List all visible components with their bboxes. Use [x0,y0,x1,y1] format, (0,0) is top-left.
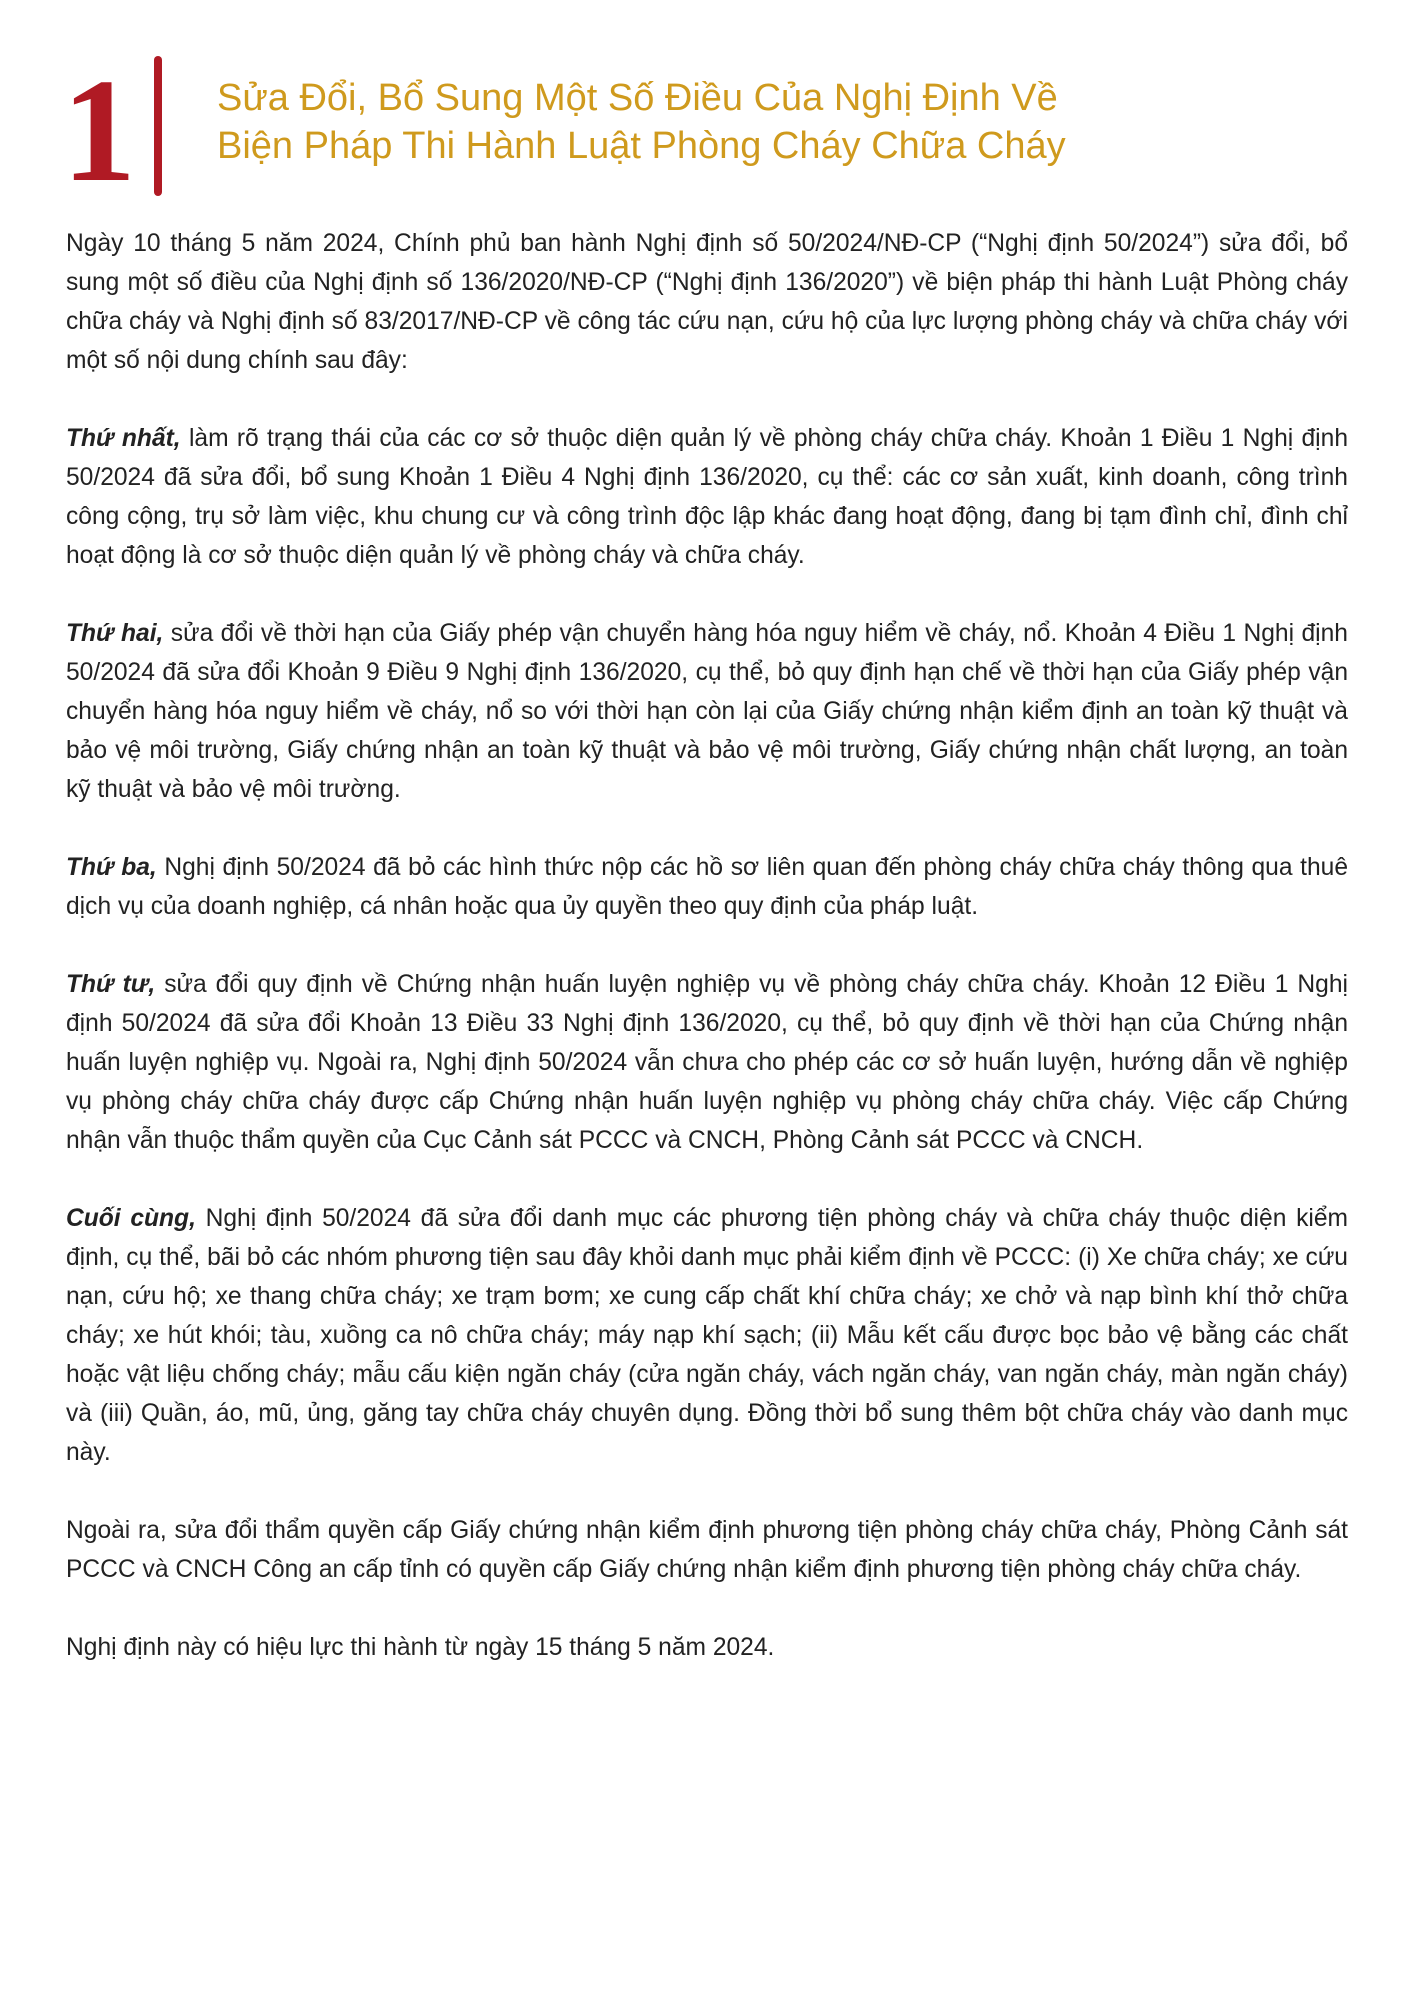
page-title [217,74,1337,170]
paragraph-effective: Nghị định này có hiệu lực thi hành từ ngày 15 tháng 5 năm 2024. [66,1634,775,1661]
paragraph-first [66,419,1348,575]
paragraph-fourth [66,965,1348,1160]
paragraph-second-text: sửa đổi về thời hạn của Giấy phép vận chuyển hàng hóa nguy hiểm về cháy, nổ. Khoản 4 Điều 1 Nghị định 50/2024 đã sửa đổi Khoản 9 Điều 9 Nghị định 136/2020, cụ thể, bỏ quy định hạn chế về thời hạn của Giấy phép vận chuyển hàng hóa nguy hiểm về cháy, nổ so với thời hạn còn lại của Giấy chứng nhận kiểm định an toàn kỹ thuật và bảo vệ môi trường, Giấy chứng nhận an toàn kỹ thuật và bảo vệ môi trường, Giấy chứng nhận chất lượng, an toàn kỹ thuật và bảo vệ môi trường. [66,620,1348,803]
paragraph-intro: Ngày 10 tháng 5 năm 2024, Chính phủ ban hành Nghị định số 50/2024/NĐ-CP (“Nghị định 50/2024”) sửa đổi, bổ sung một số điều của Nghị định số 136/2020/NĐ-CP (“Nghị định 136/2020”) về biện pháp thi hành Luật Phòng cháy chữa cháy và Nghị định số 83/2017/NĐ-CP về công tác cứu nạn, cứu hộ của lực lượng phòng cháy và chữa cháy với một số nội dung chính sau đây: [66,230,1348,374]
paragraph-second [66,614,1348,809]
paragraph-last [66,1199,1348,1472]
paragraph-second-lead: Thứ hai, [66,620,164,647]
paragraph-first-text: làm rõ trạng thái của các cơ sở thuộc diện quản lý về phòng cháy chữa cháy. Khoản 1 Điều 1 Nghị định 50/2024 đã sửa đổi, bổ sung Khoản 1 Điều 4 Nghị định 136/2020, cụ thể: các cơ sản xuất, kinh doanh, công trình công cộng, trụ sở làm việc, khu chung cư và công trình độc lập khác đang hoạt động, đang bị tạm đình chỉ, đình chỉ hoạt động là cơ sở thuộc diện quản lý về phòng cháy và chữa cháy. [66,425,1348,569]
paragraph-third-lead: Thứ ba, [66,854,157,881]
paragraph-fourth-text: sửa đổi quy định về Chứng nhận huấn luyện nghiệp vụ về phòng cháy chữa cháy. Khoản 12 Điều 1 Nghị định 50/2024 đã sửa đổi Khoản 13 Điều 33 Nghị định 136/2020, cụ thể, bỏ quy định về thời hạn của Chứng nhận huấn luyện nghiệp vụ. Ngoài ra, Nghị định 50/2024 vẫn chưa cho phép các cơ sở huấn luyện, hướng dẫn về nghiệp vụ phòng cháy chữa cháy được cấp Chứng nhận huấn luyện nghiệp vụ phòng cháy chữa cháy. Việc cấp Chứng nhận vẫn thuộc thẩm quyền của Cục Cảnh sát PCCC và CNCH, Phòng Cảnh sát PCCC và CNCH. [66,971,1348,1154]
paragraph-additional: Ngoài ra, sửa đổi thẩm quyền cấp Giấy chứng nhận kiểm định phương tiện phòng cháy chữa cháy, Phòng Cảnh sát PCCC và CNCH Công an cấp tỉnh có quyền cấp Giấy chứng nhận kiểm định phương tiện phòng cháy chữa cháy. [66,1517,1348,1583]
paragraph-first-lead: Thứ nhất, [66,425,181,452]
paragraph-third-text: Nghị định 50/2024 đã bỏ các hình thức nộp các hồ sơ liên quan đến phòng cháy chữa cháy thông qua thuê dịch vụ của doanh nghiệp, cá nhân hoặc qua ủy quyền theo quy định của pháp luật. [66,854,1348,920]
title-line-2: Biện Pháp Thi Hành Luật Phòng Cháy Chữa Cháy [217,125,1066,167]
section-number: 1 [62,49,136,213]
section-header [62,49,1352,213]
paragraph-last-lead: Cuối cùng, [66,1205,196,1232]
header-divider [154,56,162,196]
paragraph-last-text: Nghị định 50/2024 đã sửa đổi danh mục các phương tiện phòng cháy và chữa cháy thuộc diện kiểm định, cụ thể, bãi bỏ các nhóm phương tiện sau đây khỏi danh mục phải kiểm định về PCCC: (i) Xe chữa cháy; xe cứu nạn, cứu hộ; xe thang chữa cháy; xe trạm bơm; xe cung cấp chất khí chữa cháy; xe chở và nạp bình khí thở chữa cháy; xe hút khói; tàu, xuồng ca nô chữa cháy; máy nạp khí sạch; (ii) Mẫu kết cấu được bọc bảo vệ bằng các chất hoặc vật liệu chống cháy; mẫu cấu kiện ngăn cháy (cửa ngăn cháy, vách ngăn cháy, van ngăn cháy, màn ngăn cháy) và (iii) Quần, áo, mũ, ủng, găng tay chữa cháy chuyên dụng. Đồng thời bổ sung thêm bột chữa cháy vào danh mục này. [66,1205,1348,1466]
paragraph-fourth-lead: Thứ tư, [66,971,156,998]
article-body [66,224,1348,1706]
paragraph-third [66,848,1348,926]
title-line-1: Sửa Đổi, Bổ Sung Một Số Điều Của Nghị Định Về [217,77,1058,119]
